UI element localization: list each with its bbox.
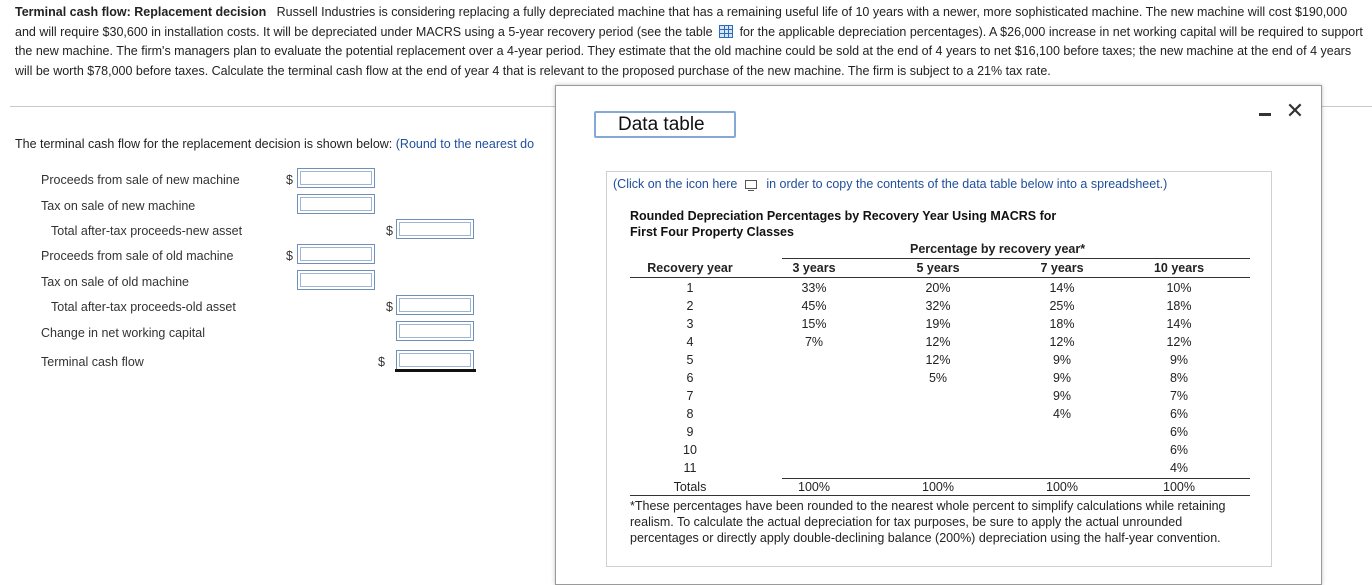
percentage-cell: 33%	[801, 281, 827, 295]
table-title-line2: First Four Property Classes	[630, 225, 794, 239]
percentage-cell: 12%	[1049, 335, 1075, 349]
answer-row-label: Proceeds from sale of old machine	[41, 249, 234, 263]
recovery-year-cell: 4	[686, 335, 694, 349]
percentage-cell: 18%	[1166, 299, 1192, 313]
data-table-dialog	[555, 85, 1322, 585]
answer-row-label: Total after-tax proceeds-old asset	[51, 300, 236, 314]
round-note: (Round to the nearest do	[395, 137, 535, 151]
answer-row-label: Change in net working capital	[41, 326, 205, 340]
currency-symbol: $	[378, 355, 385, 369]
totals-cell: 100%	[922, 480, 954, 494]
percentage-cell: 32%	[925, 299, 951, 313]
table-rule	[630, 495, 1250, 496]
percentage-cell: 8%	[1169, 371, 1189, 385]
recovery-year-cell: 7	[686, 389, 694, 403]
percentage-cell: 6%	[1169, 407, 1189, 421]
percentage-cell: 12%	[925, 335, 951, 349]
recovery-year-cell: 6	[686, 371, 694, 385]
percentage-cell: 10%	[1166, 281, 1192, 295]
problem-statement	[15, 3, 1367, 81]
copy-icon[interactable]	[745, 180, 757, 189]
currency-symbol: $	[286, 173, 293, 187]
recovery-year-cell: 9	[686, 425, 694, 439]
percentage-cell: 9%	[1052, 389, 1072, 403]
copy-note-after: in order to copy the contents of the data table below into a spreadsheet.)	[766, 177, 1168, 191]
answer-input[interactable]	[297, 244, 375, 264]
table-title-line1: Rounded Depreciation Percentages by Recovery Year Using MACRS for	[630, 209, 1057, 223]
percentage-cell: 7%	[804, 335, 824, 349]
column-header: 7 years	[1040, 261, 1084, 275]
totals-cell: Totals	[673, 480, 707, 494]
percentage-cell: 25%	[1049, 299, 1075, 313]
totals-cell: 100%	[1046, 480, 1078, 494]
close-icon[interactable]: ✕	[1285, 98, 1305, 123]
currency-symbol: $	[386, 300, 393, 314]
answer-intro-text: The terminal cash flow for the replacement decision is shown below:	[15, 137, 393, 151]
recovery-year-cell: 3	[686, 317, 694, 331]
percentage-cell: 9%	[1052, 353, 1072, 367]
answer-input[interactable]	[297, 194, 375, 214]
percentage-cell: 14%	[1166, 317, 1192, 331]
percentage-cell: 7%	[1169, 389, 1189, 403]
group-header: Percentage by recovery year*	[910, 242, 1086, 256]
percentage-cell: 6%	[1169, 443, 1189, 457]
percentage-cell: 12%	[1166, 335, 1192, 349]
minimize-icon[interactable]	[1259, 113, 1271, 116]
recovery-year-cell: 11	[683, 461, 697, 475]
recovery-year-cell: 8	[686, 407, 694, 421]
answer-row-label: Tax on sale of new machine	[41, 199, 196, 213]
percentage-cell: 15%	[801, 317, 827, 331]
percentage-cell: 45%	[801, 299, 827, 313]
recovery-year-cell: 1	[686, 281, 694, 295]
percentage-cell: 12%	[925, 353, 951, 367]
answer-row-label: Terminal cash flow	[41, 355, 144, 369]
column-header: 3 years	[792, 261, 836, 275]
answer-input[interactable]	[396, 350, 474, 370]
currency-symbol: $	[386, 224, 393, 238]
answer-input[interactable]	[297, 270, 375, 290]
recovery-year-cell: 2	[686, 299, 694, 313]
percentage-cell: 6%	[1169, 425, 1189, 439]
table-title	[630, 208, 1056, 240]
answer-input[interactable]	[396, 321, 474, 341]
percentage-cell: 9%	[1052, 371, 1072, 385]
answer-row-label: Tax on sale of old machine	[41, 275, 190, 289]
problem-title: Terminal cash flow: Replacement decision	[15, 5, 267, 19]
totals-cell: 100%	[798, 480, 830, 494]
problem-text-part1: Russell Industries is considering replacing a fully depreciated machine that has a remaining useful life of 10 years with a newer, more sophisticated machine. The new machine will cost $190,000 and will require $30,600 in installation costs. It will be depreciated under MACRS using a 5-year recovery period (see the table	[15, 5, 1348, 39]
percentage-cell: 20%	[925, 281, 951, 295]
percentage-cell: 4%	[1052, 407, 1072, 421]
data-table-panel	[606, 171, 1272, 567]
percentage-cell: 14%	[1049, 281, 1075, 295]
total-underline	[395, 369, 476, 372]
column-header: 5 years	[916, 261, 960, 275]
percentage-cell: 4%	[1169, 461, 1189, 475]
answer-input[interactable]	[297, 168, 375, 188]
data-table-icon[interactable]	[719, 25, 733, 38]
table-rule	[782, 478, 1250, 479]
group-header-rule	[782, 258, 1250, 259]
dialog-title: Data table	[594, 111, 736, 138]
table-rule	[630, 277, 1250, 278]
percentage-cell: 9%	[1169, 353, 1189, 367]
answer-input[interactable]	[396, 219, 474, 239]
copy-note-before: (Click on the icon here	[613, 177, 738, 191]
answer-intro	[15, 137, 534, 151]
problem-text-part2: for the applicable depreciation percentages). A $26,000 increase in net working capital will be required to support the new machine. The firm's managers plan to evaluate the potential replacement over a 4-year period. They estimate that the old machine could be sold at the end of 4 years to net $16,100 before taxes; the new machine at the end of 4 years will be worth $78,000 before taxes. Calculate the terminal cash flow at the end of year 4 that is relevant to the proposed purchase of the new machine. The firm is subject to a 21% tax rate.	[15, 24, 1363, 78]
copy-note	[613, 177, 1167, 191]
column-header: Recovery year	[647, 261, 733, 275]
recovery-year-cell: 5	[686, 353, 694, 367]
percentage-cell: 19%	[925, 317, 951, 331]
percentage-cell: 18%	[1049, 317, 1075, 331]
answer-row-label: Total after-tax proceeds-new asset	[51, 224, 243, 238]
answer-row-label: Proceeds from sale of new machine	[41, 173, 240, 187]
totals-cell: 100%	[1163, 480, 1195, 494]
recovery-year-cell: 10	[683, 443, 697, 457]
answer-input[interactable]	[396, 295, 474, 315]
currency-symbol: $	[286, 249, 293, 263]
table-footnote: *These percentages have been rounded to the nearest whole percent to simplify calculations while retaining realism. To calculate the actual depreciation for tax purposes, be sure to apply the actual unrounded percentages or directly apply double-declining balance (200%) depreciation using the half-year convention.	[630, 499, 1226, 545]
column-header: 10 years	[1153, 261, 1205, 275]
percentage-cell: 5%	[928, 371, 948, 385]
